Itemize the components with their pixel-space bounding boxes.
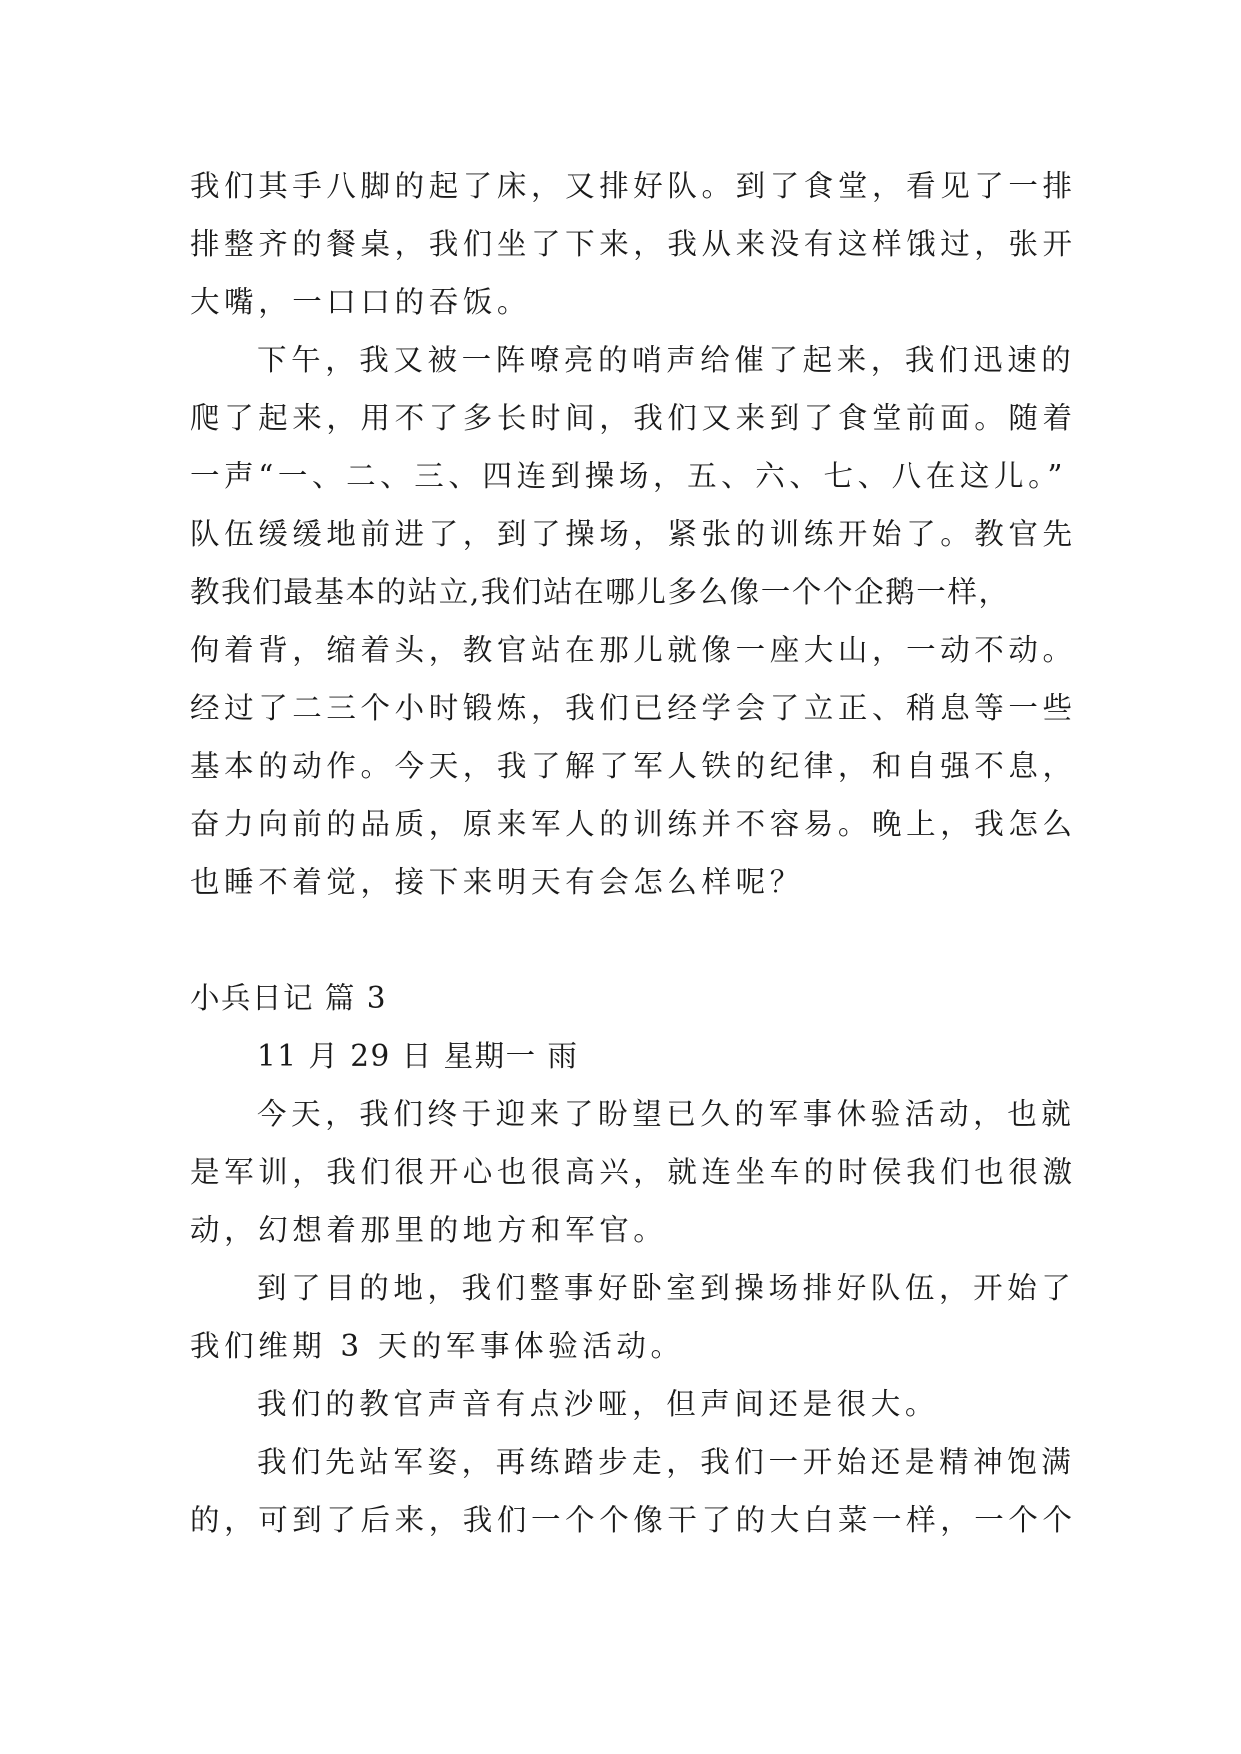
- text-line: 奋力向前的品质，原来军人的训练并不容易。晚上，我怎么: [190, 807, 1077, 841]
- text-line: 教我们最基本的站立,我们站在哪儿多么像一个个企鹅一样，: [190, 575, 1010, 609]
- text-line: 我们维期 3 天的军事体验活动。: [190, 1329, 685, 1363]
- text-line: 今天，我们终于迎来了盼望已久的军事休验活动，也就: [257, 1097, 1076, 1131]
- text-line: 到了目的地，我们整事好卧室到操场排好队伍，开始了: [257, 1271, 1076, 1305]
- text-line: 也睡不着觉，接下来明天有会怎么样呢？: [190, 865, 804, 899]
- text-line: 的，可到了后来，我们一个个像干了的大白菜一样，一个个: [190, 1503, 1077, 1537]
- text-line: 我们先站军姿，再练踏步走，我们一开始还是精神饱满: [257, 1445, 1076, 1479]
- text-line: 我们其手八脚的起了床，又排好队。到了食堂，看见了一排: [190, 169, 1077, 203]
- text-line: 佝着背，缩着头，教官站在那儿就像一座大山，一动不动。: [190, 633, 1077, 667]
- text-line: 大嘴，一口口的吞饭。: [190, 285, 532, 319]
- text-line: 排整齐的餐桌，我们坐了下来，我从来没有这样饿过，张开: [190, 227, 1077, 261]
- text-line: 是军训，我们很开心也很高兴，就连坐车的时侯我们也很激: [190, 1155, 1077, 1189]
- text-line: 基本的动作。今天，我了解了军人铁的纪律，和自强不息，: [190, 749, 1077, 783]
- text-line: 爬了起来，用不了多长时间，我们又来到了食堂前面。随着: [190, 401, 1077, 435]
- text-line: 动，幻想着那里的地方和军官。: [190, 1213, 668, 1247]
- text-line: 下午，我又被一阵嘹亮的哨声给催了起来，我们迅速的: [257, 343, 1076, 377]
- text-line: 经过了二三个小时锻炼，我们已经学会了立正、稍息等一些: [190, 691, 1077, 725]
- text-line: 队伍缓缓地前进了，到了操场，紧张的训练开始了。教官先: [190, 517, 1077, 551]
- text-line: 我们的教官声音有点沙哑，但声间还是很大。: [257, 1387, 940, 1421]
- entry-date: 11 月 29 日 星期一 雨: [257, 1039, 579, 1073]
- section-heading: 小兵日记 篇 3: [190, 981, 388, 1015]
- text-line: 一声“一、二、三、四连到操场，五、六、七、八在这儿。”: [190, 459, 1068, 493]
